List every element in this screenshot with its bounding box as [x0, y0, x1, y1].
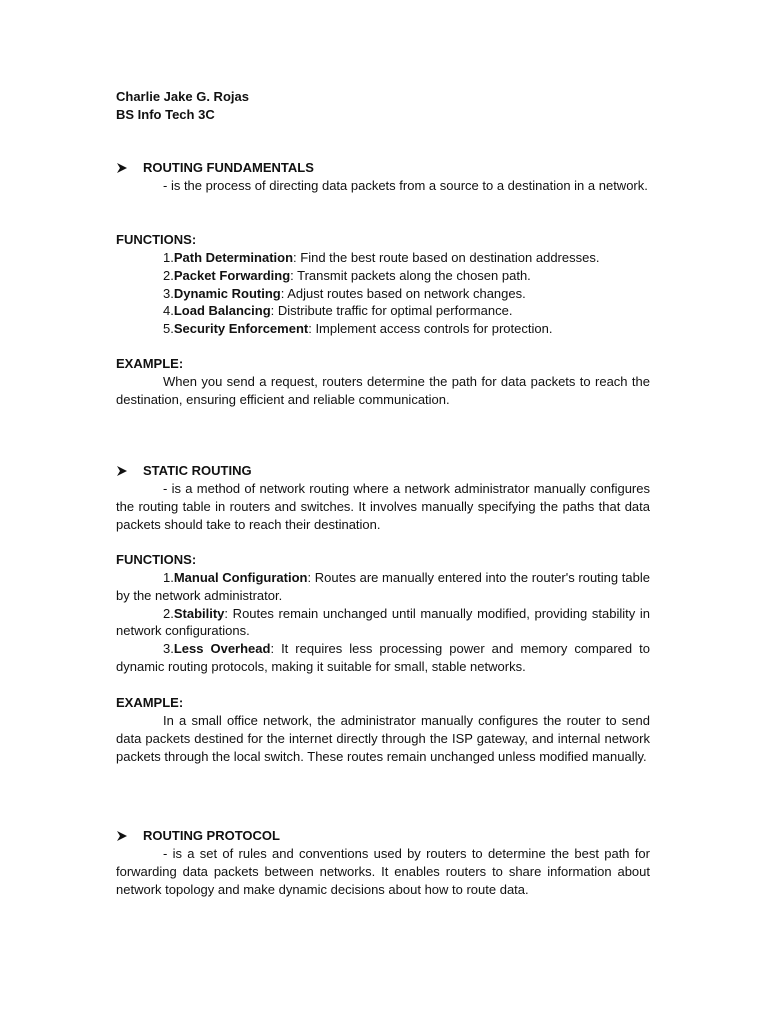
arrow-bullet-icon: [116, 462, 143, 480]
arrow-bullet-icon: [116, 827, 143, 845]
functions-label: FUNCTIONS:: [116, 552, 197, 567]
example-text: In a small office network, the administrator manually configures the router to send data packets destined for the internet directly through the ISP gateway, and internal network packets through the local switch. These routes remain unchanged unless modified manually.: [116, 713, 650, 764]
author-course: BS Info Tech 3C: [116, 106, 215, 122]
functions-label: FUNCTIONS:: [116, 232, 197, 247]
list-item: 2.Stability: Routes remain unchanged until manually modified, providing stability in network configurations.: [116, 605, 650, 639]
example-label: EXAMPLE:: [116, 695, 184, 710]
example-text: When you send a request, routers determine the path for data packets to reach the destination, ensuring efficient and reliable communication.: [116, 374, 650, 407]
list-item: 3.Less Overhead: It requires less processing power and memory compared to dynamic routing protocols, making it suitable for small, stable networks.: [116, 641, 650, 674]
list-item: 2.Packet Forwarding: Transmit packets along the chosen path.: [163, 267, 531, 283]
section-description: - is the process of directing data packets from a source to a destination in a network.: [163, 178, 648, 193]
list-item: 1.Manual Configuration: Routes are manually entered into the router's routing table by the network administrator.: [116, 570, 650, 603]
author-name: Charlie Jake G. Rojas: [116, 89, 249, 104]
section-description: - is a method of network routing where a network administrator manually configures the routing table in routers and switches. It involves manually specifying the paths that data packets should take to reach their destination.: [116, 481, 650, 532]
list-item: 5.Security Enforcement: Implement access controls for protection.: [163, 321, 553, 337]
section-heading-routing-protocol: ROUTING PROTOCOL: [116, 827, 280, 845]
functions-list: [116, 249, 650, 338]
arrow-bullet-icon: [116, 159, 143, 177]
section-heading-routing-fundamentals: ROUTING FUNDAMENTALS: [116, 159, 314, 177]
example-label: EXAMPLE:: [116, 356, 184, 371]
section-description: - is a set of rules and conventions used by routers to determine the best path for forwarding data packets between networks. It enables routers to share information about network topology and make dynamic decisions about how to route data.: [116, 846, 650, 897]
author-block: [116, 88, 650, 124]
functions-list: [116, 569, 650, 676]
section-heading-static-routing: STATIC ROUTING: [116, 462, 252, 480]
list-item: 4.Load Balancing: Distribute traffic for optimal performance.: [163, 303, 513, 319]
list-item: 1.Path Determination: Find the best route based on destination addresses.: [163, 250, 600, 265]
list-item: 3.Dynamic Routing: Adjust routes based on network changes.: [163, 285, 526, 301]
